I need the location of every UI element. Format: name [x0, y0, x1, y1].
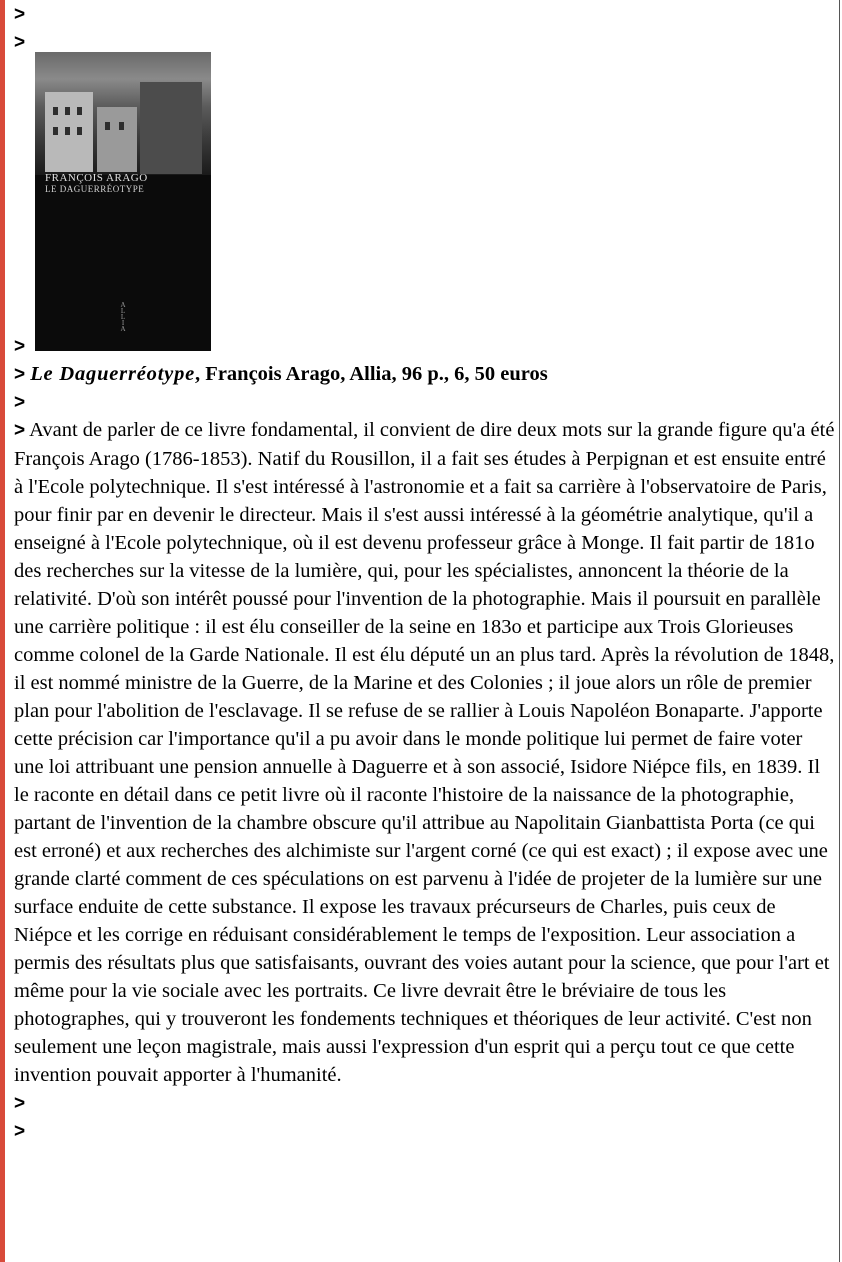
cover-title: LE DAGUERRÉOTYPE [45, 184, 145, 194]
quote-marker: > [14, 4, 26, 25]
quote-line-6 [14, 1117, 836, 1145]
quote-line-3 [14, 332, 25, 360]
quote-marker: > [14, 392, 26, 413]
book-reference [14, 360, 836, 388]
cover-photo [35, 52, 211, 175]
quote-marker: > [14, 32, 26, 53]
quote-line-4 [14, 388, 836, 416]
right-border [839, 0, 840, 1262]
quote-bar [0, 0, 5, 1262]
quote-marker: > [14, 420, 26, 441]
cover-block [14, 56, 836, 360]
quote-marker: > [14, 1121, 26, 1142]
cover-author: FRANÇOIS ARAGO [45, 172, 148, 184]
quote-line-5 [14, 1089, 836, 1117]
quote-marker: > [14, 336, 26, 357]
quote-marker: > [14, 364, 26, 385]
review-text: Avant de parler de ce livre fondamental, il convient de dire deux mots sur la grande figure qu'a été François Arago (1786-1853). Natif du Rousillon, il a fait ses études à Perpignan et est ensuite entré à l'Ecole polytechnique. Il s'est intéressé à l'astronomie et a fait sa carrière à l'observatoire de Paris, pour finir par en devenir le directeur. Mais il s'est aussi intéressé à la géométrie analytique, qu'il a enseigné à l'Ecole polytechnique, où il est devenu professeur grâce à Monge. Il fait partir de 181o des recherches sur la vitesse de la lumière, qui, pour les spécialistes, annoncent la théorie de la relativité. D'où son intérêt poussé pour l'invention de la photographie. Mais il poursuit en parallèle une carrière politique : il est élu conseiller de la seine en 183o et participe aux Trois Glorieuses comme colonel de la Garde Nationale. Il est élu député un an plus tard. Après la révolution de 1848, il est nommé ministre de la Guerre, de la Marine et des Colonies ; il joue alors un rôle de premier plan pour l'abolition de l'esclavage. Il se refuse de se rallier à Louis Napoléon Bonaparte. J'apporte cette précision car l'importance qu'il a pu avoir dans le monde politique lui permet de faire voter une loi attribuant une pension annuelle à Daguerre et à son associé, Isidore Niépce fils, en 1839. Il le raconte en détail dans ce petit livre où il raconte l'histoire de la naissance de la photographie, partant de l'invention de la chambre obscure qu'il attribue au Napolitain Gianbattista Porta (ce qui est erroné) et aux recherches des alchimiste sur l'argent corné (ce qui est exact) ; il expose avec une grande clarté comment de ces spéculations on est parvenu à l'idée de projeter de la lumière sur une surface enduite de cette substance. Il expose les travaux précurseurs de Charles, puis ceux de Niépce et les corrige en réduisant considérablement le temps de l'exposition. Leur association a permis des résultats plus que satisfaisants, ouvrant des voies autant pour la science, que pour l'art et même pour la vie sociale avec les portraits. Ce livre devrait être le bréviaire de tous les photographes, qui y trouveront les fondements techniques et théoriques de leur activité. C'est non seulement une leçon magistrale, mais aussi l'expression d'un esprit qui a perçu tout ce que cette invention pouvait apporter à l'humanité. [14, 419, 835, 1086]
book-details: , François Arago, Allia, 96 p., 6, 50 euros [195, 363, 548, 385]
cover-publisher: ALLIA [120, 301, 126, 333]
quote-line-1 [14, 0, 836, 28]
book-cover-image [35, 52, 211, 351]
book-title: Le Daguerréotype [30, 363, 196, 385]
email-body [14, 0, 836, 1145]
review-paragraph [14, 416, 836, 1089]
quote-marker: > [14, 1093, 26, 1114]
